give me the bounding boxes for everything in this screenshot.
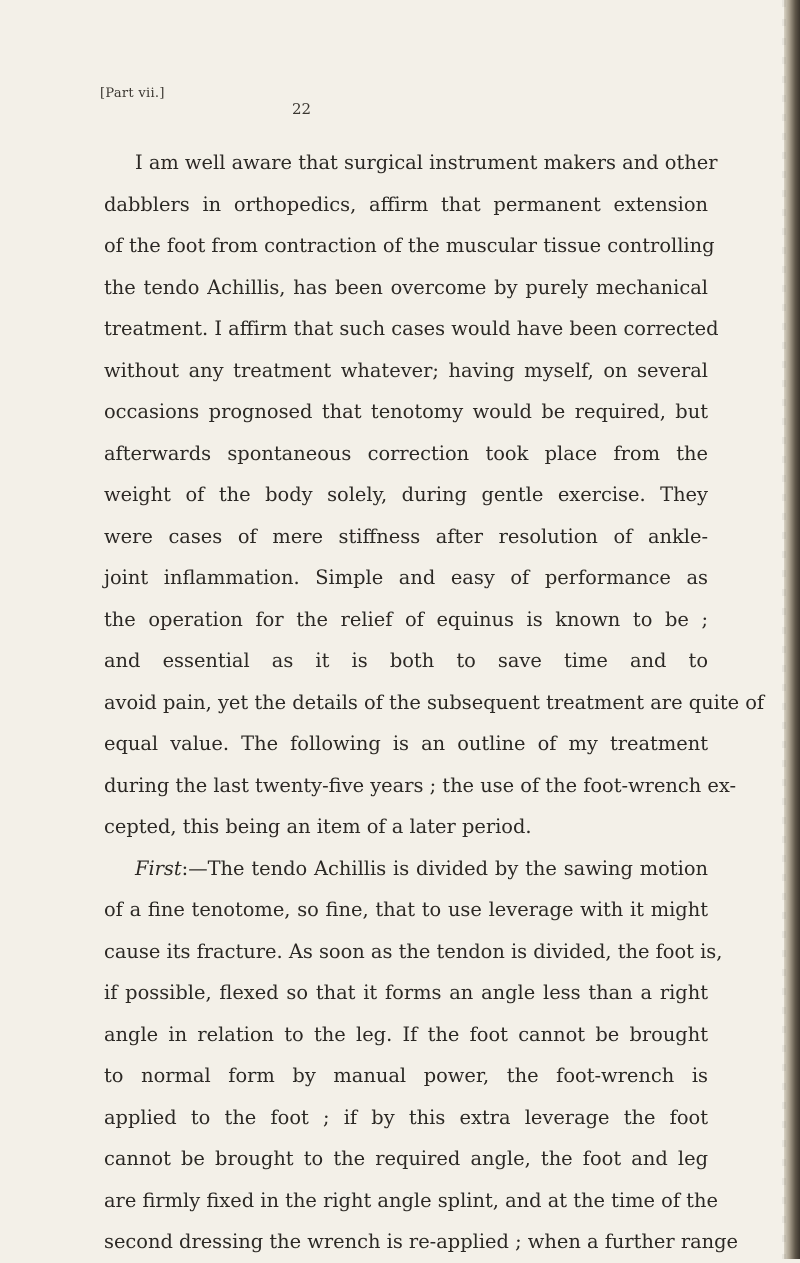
page-edge-shadow (784, 0, 800, 1259)
text-line: angle in relation to the leg. If the foot cannot be brought (104, 1022, 708, 1046)
page-number: 22 (292, 100, 312, 118)
text-line: applied to the foot ; if by this extra leverage the foot (104, 1105, 708, 1129)
text-line: cause its fracture. As soon as the tendon is divided, the foot is, (104, 939, 723, 963)
paragraph-first-line (104, 848, 708, 890)
text-line: the operation for the relief of equinus is known to be ; (104, 607, 708, 631)
page-edge-texture (782, 0, 786, 1259)
text-line: the tendo Achillis, has been overcome by purely mechanical (104, 275, 708, 299)
text-line: treatment. I affirm that such cases would have been corrected (104, 317, 719, 340)
text-line: are firmly fixed in the right angle splint, and at the time of the (104, 1188, 718, 1212)
text-line: avoid pain, yet the details of the subsequent treatment are quite of (104, 690, 765, 714)
text-line: during the last twenty-five years ; the use of the foot-wrench ex- (104, 773, 737, 797)
text-line: of the foot from contraction of the muscular tissue controlling (104, 234, 715, 257)
text-line: if possible, flexed so that it forms an angle less than a right (104, 981, 708, 1004)
text-line: of a fine tenotome, so fine, that to use leverage with it might (104, 898, 708, 921)
running-header (100, 86, 700, 116)
text-line: were cases of mere stiffness after resolution of ankle- (104, 524, 708, 548)
part-label: [Part vii.] (100, 86, 165, 101)
body-text (104, 142, 765, 1263)
text-line: and essential as it is both to save time and to (104, 649, 708, 672)
text-line: without any treatment whatever; having myself, on several (104, 358, 708, 382)
text-line: occasions prognosed that tenotomy would be required, but (104, 400, 708, 423)
text-line: equal value. The following is an outline of my treatment (104, 732, 708, 755)
text-line: dabblers in orthopedics, affirm that permanent extension (104, 192, 708, 216)
italic-lead: First (135, 856, 182, 880)
text-line: afterwards spontaneous correction took place from the (104, 441, 708, 465)
text-line: joint inflammation. Simple and easy of performance as (104, 566, 708, 589)
text-line: cannot be brought to the required angle, the foot and leg (104, 1147, 708, 1170)
text-line: cepted, this being an item of a later period. (104, 815, 532, 838)
text-line: second dressing the wrench is re-applied ; when a further range (104, 1230, 739, 1253)
text-line: to normal form by manual power, the foot-wrench is (104, 1064, 708, 1087)
first-line-rest: :—The tendo Achillis is divided by the sawing motion (181, 856, 708, 880)
text-line: weight of the body solely, during gentle exercise. They (104, 483, 708, 506)
text-line: I am well aware that surgical instrument makers and other (135, 151, 718, 174)
